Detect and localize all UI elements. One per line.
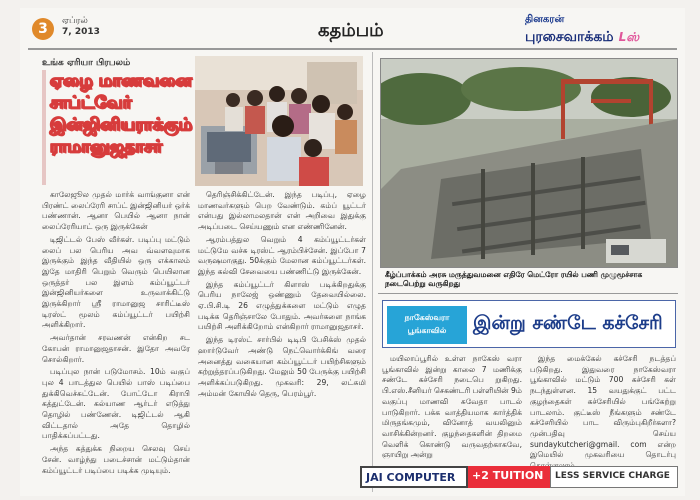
- students-computer-photo: [195, 56, 363, 186]
- concert-column-2: [530, 354, 676, 474]
- paragraph: டிஜிட்டல் பேஸ் வீர்கள். படிப்பு மட்டும் லைப் பல பெரிய அவ வ்வளவுமாக இருக்கும் இந்த வீதியில் ஒரு எக்காலம் இதே மாதிரி பெறும் வெரும் பெயிலான ஒருத்தர் பல இளம் கம்ப்யூட்டர் இன்ஜினியர்களை உருவாக்கிட்டு இருக்கிறார் ஸ்ரீ ராமானுஜ சாரிட்டீஸ் டிரஸ்ட் மூலம் கம்ப்யூட்டர் பயிற்சி அளிக்கிறார்.: [42, 234, 190, 330]
- paragraph: இந்த டிரஸ்ட் சார்பில் டிடிபி பேசிக்ஸ் முதல் ஹார்டுவேர் அண்டு நெட்வொர்க்கிங் வரை அனைத்து வகையான கம்ப்யூட்டர் பயிற்சிகளும் கற்றுத்தரப்படுகிறது. மேலும் 50 பேருக்கு பயிற்சி அளிக்கப்படுகிறது. முகவரி: 29, லட்சுமி அம்மன் கோயில் தெரு, பெரம்பூர்.: [198, 335, 366, 398]
- paragraph: காலேஜூல முதல் மார்க் வாங்குனா என் பிரண்ட் லைப்ரேரி சாப்ட் இன்ஜினியர் ஒர்க் பண்ணான். ஆனா பெயில் ஆனா நான் லைப்ரேரியாட் ஒரு இருக்கேன்: [42, 190, 190, 232]
- story-kicker: உங்க ஏரியா பிரபலம்: [42, 58, 131, 68]
- concert-headline-box: [382, 300, 676, 348]
- ad-service-charge: LESS SERVICE CHARGE: [550, 466, 678, 488]
- headline-line: ராமானுஜதாசர்: [50, 137, 163, 157]
- concert-title: இன்று சண்டே கச்சேரி: [473, 312, 663, 334]
- paragraph: மயிலாப்பூரில் உள்ள நாகேஸ் வரா பூங்காவில் இன்று காலை 7 மணிக்கு சண்டே கச்சேரி நடைபெ றுகிறது. பி.எஸ்.சீனியர் செகண்டரி பள்ளியின் 9ம் வகுப்பு மாணவி சுவேதா பாடல் பாடுகிறார். பக்க வாத்தியமாக கார்த்திக் மிருதங்கமும், வினோத் வயலினும் வாசிக்கின்றனர். குழந்தைகளின் திறமை வெளிக் கொண்டு வருவதற்காகவே, ஞாயிறு அன்று: [382, 354, 522, 460]
- section-title: கதம்பம்: [318, 20, 384, 41]
- paragraph: அந்த கத்துக்க நிறைய செலவு செய் சேன். வாழ்ந்து படைச்சான் மட்டும்தான் கம்ப்யூட்டர் படிப்பை படிக்க முடியும்.: [42, 444, 190, 475]
- headline-line: ஏழை மாணவனை: [50, 71, 192, 91]
- page-number-badge: 3: [32, 18, 54, 40]
- story-column-1: [42, 190, 190, 478]
- masthead-divider: [28, 48, 677, 50]
- newspaper-page: [20, 8, 685, 496]
- photo-caption: கீழ்ப்பாக்கம் அரசு மருத்துவமனை எதிரே மெட்ரோ ரயில் பணி முழுமூச்சாக நடைபெற்று வருகிறது: [385, 270, 643, 288]
- paragraph: இந்த கம்ப்யூட்டர் கிளாஸ் படிக்கிறதுக்கு பெரிய நாலேஜ் ஒண்ணும் தேவையில்லை. ஏ.பி.சி.டி 26 எழுத்துக்களை மட்டும் எழுத படிக்க தெரிஞ்சாலே போதும். அவர்களை நாங்க பயிற்சி அளிக்கிறோம் என்கிறார் ராமானுஜதாசர்.: [198, 279, 366, 332]
- brand-script: Lஸ்: [618, 30, 640, 44]
- paragraph: தெரிஞ்சிக்கிட்டேன். இந்த படிப்பு, ஏழை மாணவர்களும் பெற வேண்டும். கம்ப் யூட்டர் என்பது இல்லாமலதான் என் அறிவை இதுக்கு அடிப்படை செய்யணும் என எண்ணினேன்.: [198, 190, 366, 232]
- paragraph: படிப்புல நான் படுமோசம். 10ம் வகுப் புல 4 பாடத்துல பெயில் பாஸ் படிப்பை துக்கிவெச்சுட்டேன். போட்டோ கிராபி கத்துட்டேன். கல்யாண ஆர்டர் எடுத்து தொழில் பண்ணேன். டிஜிட்டல் ஆகி விட்டதால் அதே தொழில் பாதிக்கப்பட்டது.: [42, 367, 190, 441]
- column-divider: [372, 52, 373, 492]
- ad-tuition: +2 TUITION: [468, 466, 550, 488]
- paragraph: அவர்தான் சரவணன் என்கிற சட கோபன் ராமானுஜதாசன். இதோ அவரே சொல்கிறார்.: [42, 333, 190, 364]
- issue-date-month: ஏப்ரல்: [62, 16, 88, 26]
- section-divider: [378, 293, 678, 294]
- concert-column-1: [382, 354, 522, 463]
- brand-logo: [525, 14, 639, 47]
- paragraph: ஆரம்பத்துல வெறும் 4 கம்ப்யூட்டர்கள் மட்டுமே வச்சு டிரஸ்ட் ஆரம்பிச்சேன். இப்போ 7 வருஷமாகுது. 50க்கும் மேலான கம்ப்யூட்டர்கள். இந்த கல்வி சேவையை பண்ணிட்டு இருக்கேன்.: [198, 234, 366, 276]
- paragraph: இந்த மைக்கேல் கச்சேரி நடத்தப் படுகிறது. இதுவரை நாகேஸ்வரா பூங்காவில் மட்டும் 700 கச்சேரி கள் நடந்துள்ளன. 15 வயதுக்குட் பட்ட குழந்தைகள் கச்சேரியில் பங்கேற்று பாடலாம். குட்டீஸ் நீங்களும் சண்டே கச்சேரியில் பாட விரும்புகிறீர்களா? முன்பதிவு செய்ய sundaykutcheri@gmail. com என்ற இமெயில் முகவரியை தொடர்பு: [530, 354, 676, 460]
- headline-line: சாப்ட்வேர்: [50, 93, 132, 113]
- issue-date-day: 7, 2013: [62, 27, 100, 37]
- story-column-2: [198, 190, 366, 401]
- story-headline: [42, 70, 194, 185]
- headline-line: இன்ஜினியராக்கும்: [50, 115, 193, 135]
- issue-date: [62, 16, 100, 38]
- brand-top: தினகரன்: [525, 14, 565, 25]
- ad-jai-computer: JAI COMPUTER: [360, 466, 468, 488]
- concert-location-tag: நாகேஸ்வரா பூங்காவில்: [387, 306, 467, 344]
- brand-main: புரசைவாக்கம்: [525, 29, 614, 45]
- metro-construction-photo: [380, 58, 678, 268]
